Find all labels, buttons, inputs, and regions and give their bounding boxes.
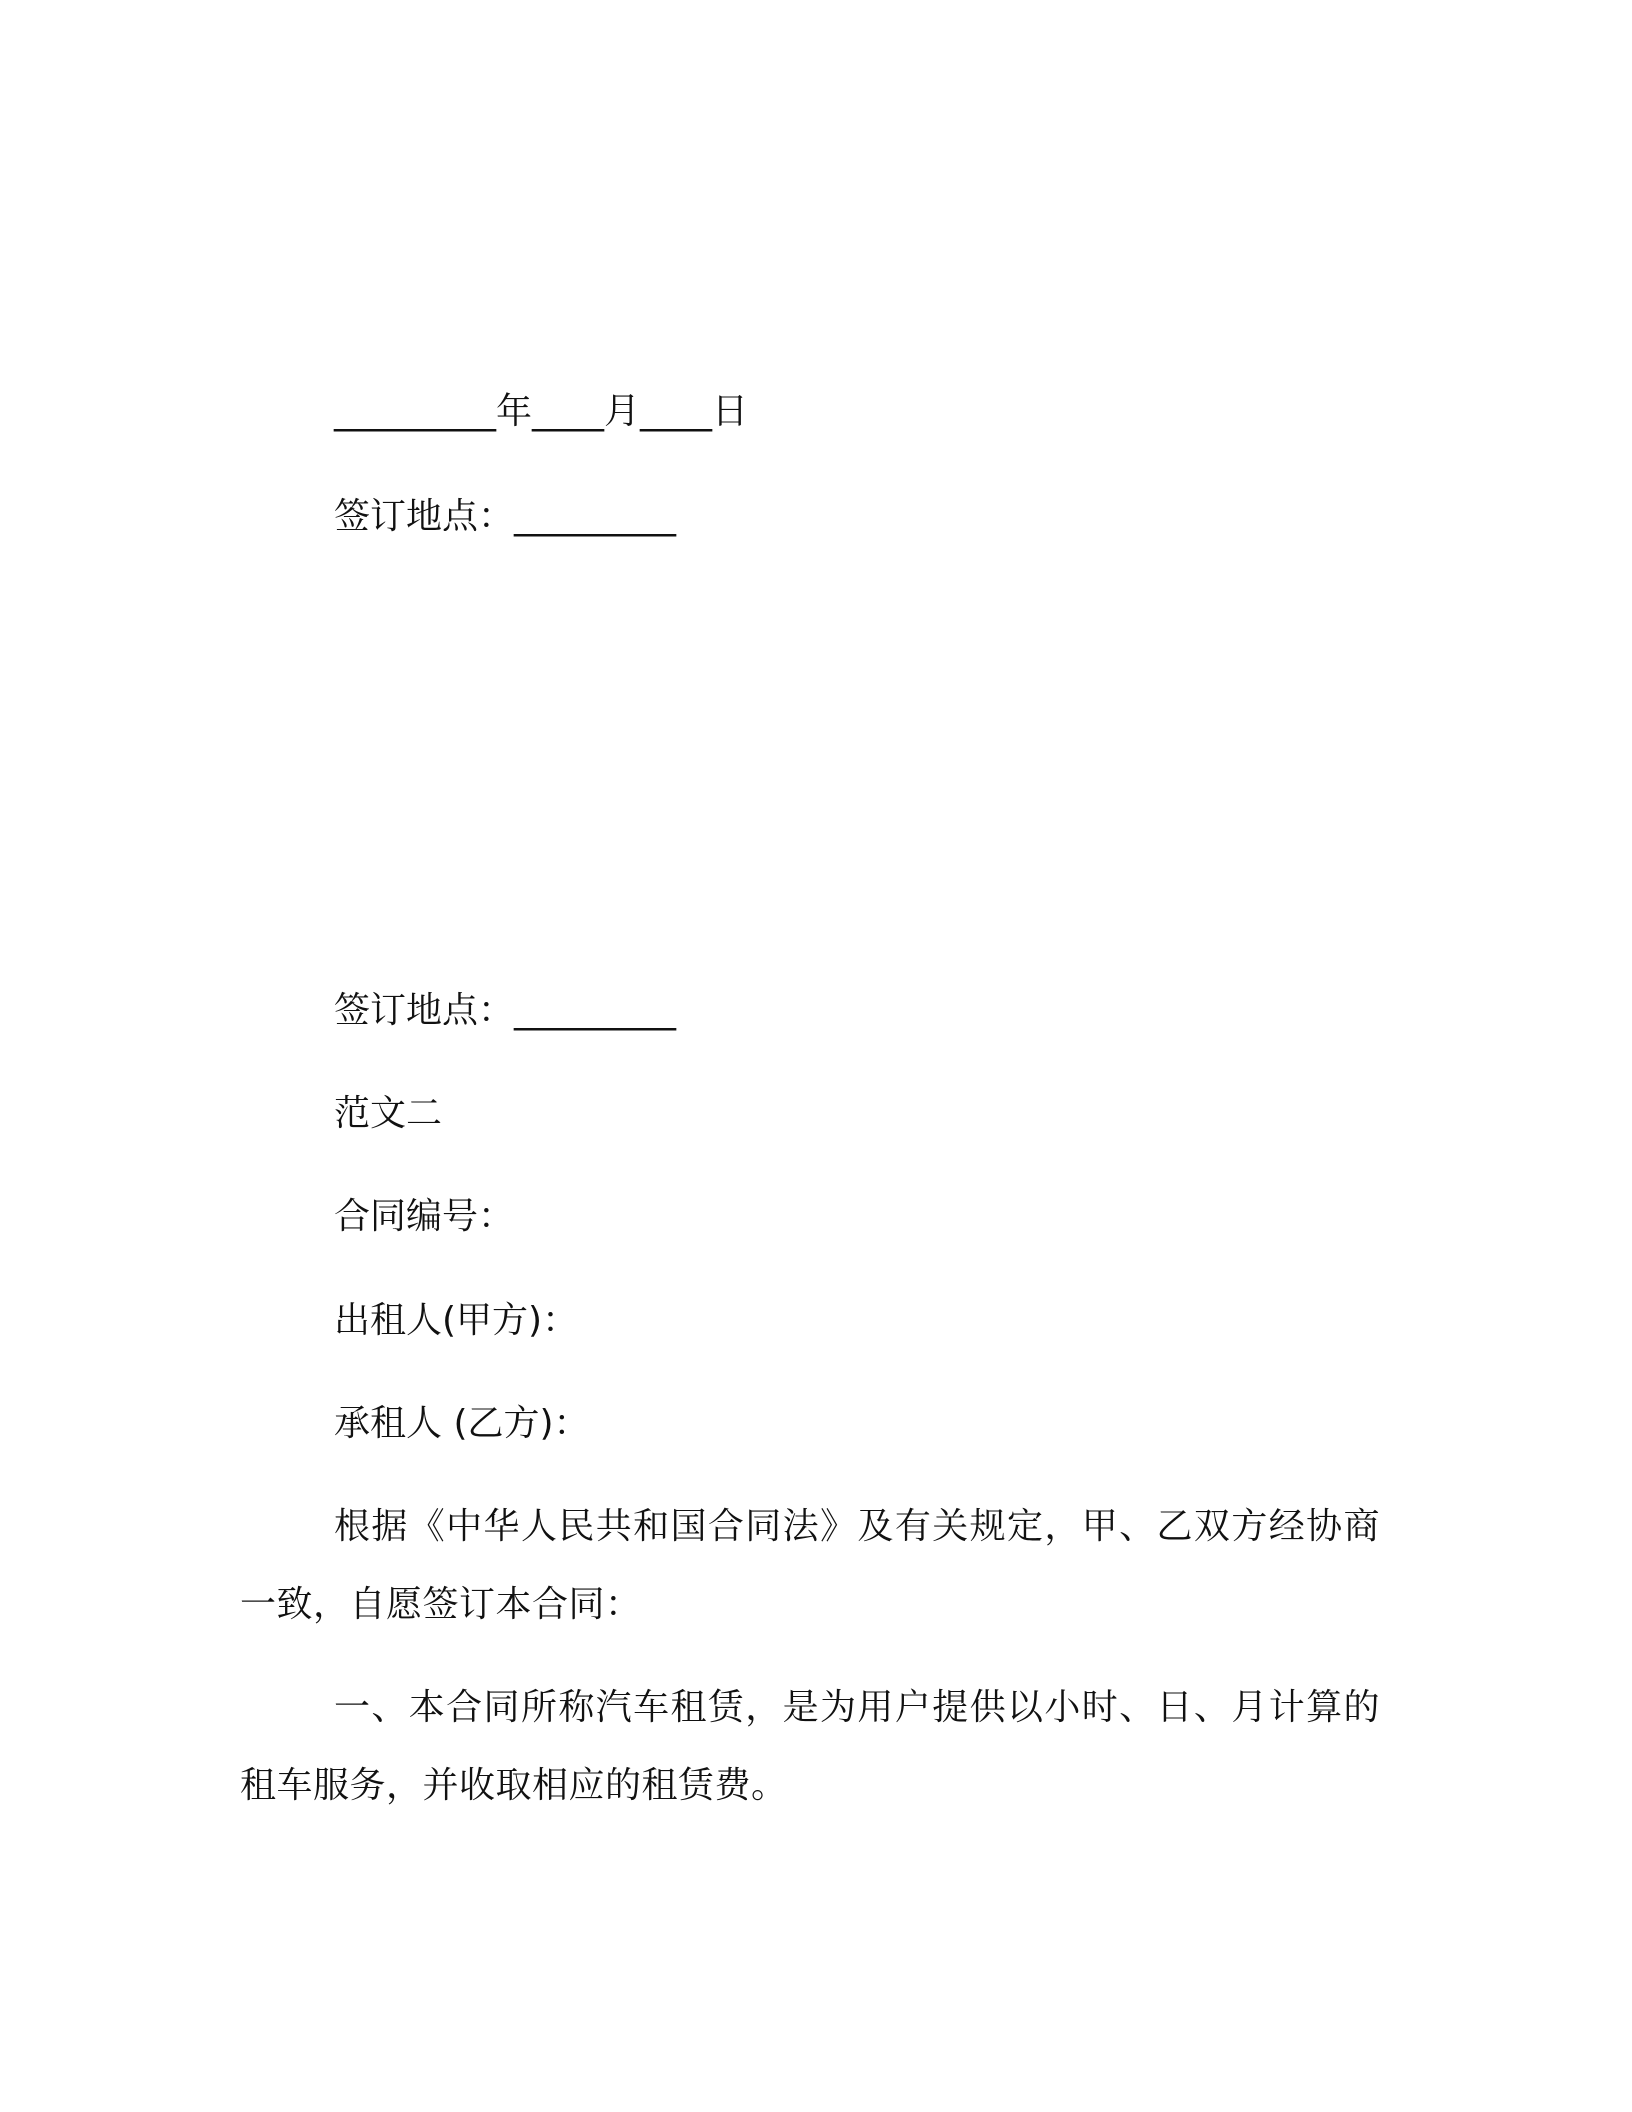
- section-title: 范文二: [334, 1093, 443, 1134]
- date-line: _________年____月____日: [334, 391, 748, 432]
- preamble-paragraph: 根据《中华人民共和国合同法》及有关规定，甲、乙双方经协商一致，自愿签订本合同：: [240, 1506, 1380, 1625]
- lessor-label: 出租人(甲方)：: [334, 1300, 579, 1341]
- signing-place-line-repeat: 签订地点：_________: [334, 990, 677, 1031]
- clause-1-paragraph: 一、本合同所称汽车租赁，是为用户提供以小时、日、月计算的租车服务，并收取相应的租赁费。: [240, 1687, 1380, 1806]
- lessee-label: 承租人 (乙方)：: [334, 1403, 590, 1444]
- contract-number-label: 合同编号：: [334, 1196, 515, 1237]
- signing-place-line: 签订地点：_________: [334, 496, 677, 537]
